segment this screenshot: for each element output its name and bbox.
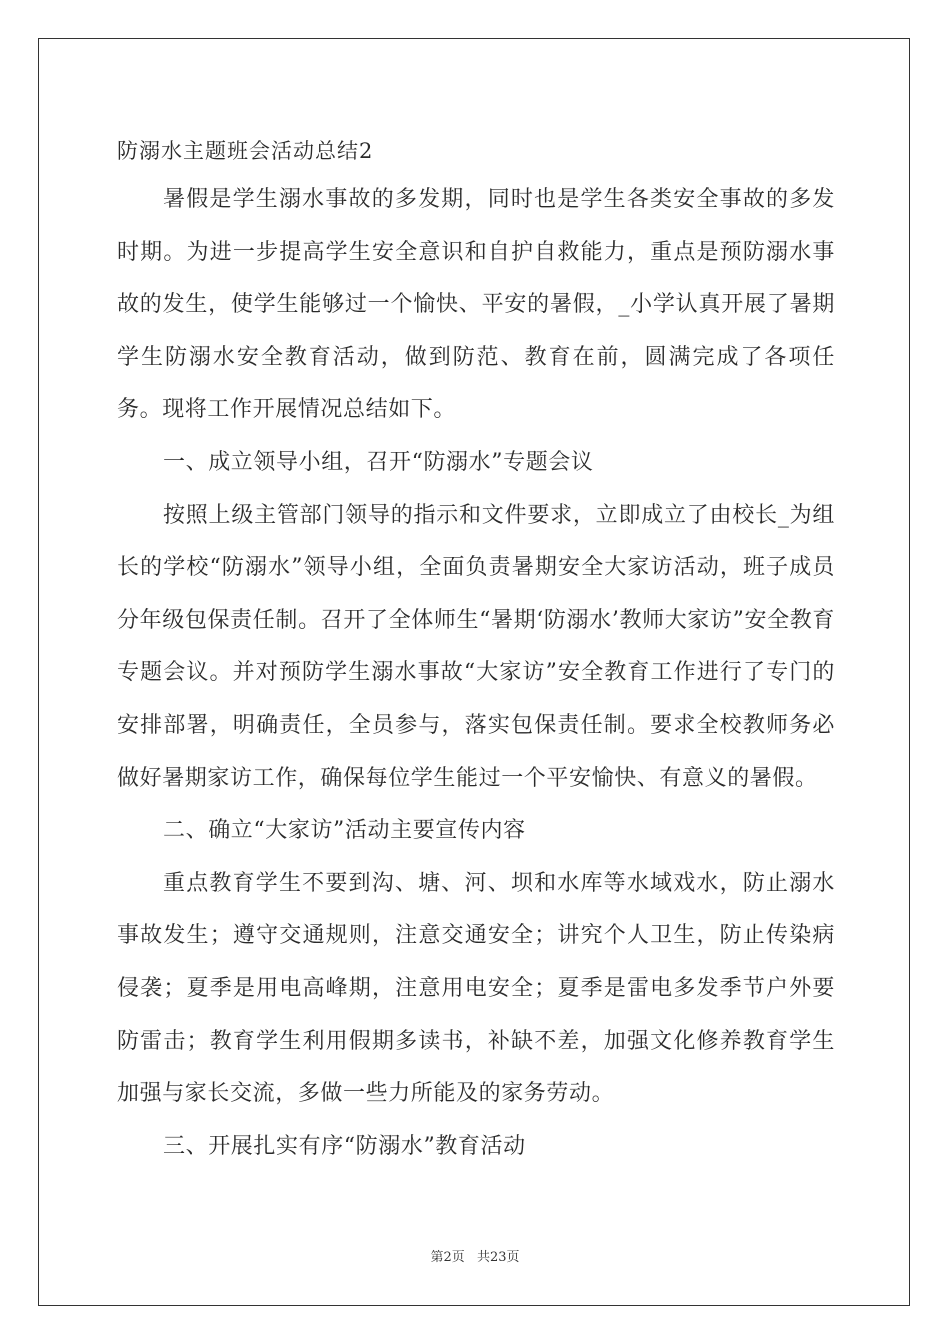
page-number: 第2页 (430, 1250, 465, 1265)
section-heading-3: 三、开展扎实有序“防溺水”教育活动 (163, 1133, 526, 1159)
paragraph-intro: 暑假是学生溺水事故的多发期，同时也是学生各类安全事故的多发时期。为进一步提高学生安全意识和自护自救能力，重点是预防溺水事故的发生，使学生能够过一个愉快、平安的暑假，_小学认真开展了暑期学生防溺水安全教育活动，做到防范、教育在前，圆满完成了各项任务。现将工作开展情况总结如下。 (117, 187, 835, 423)
document-body (117, 128, 835, 1173)
section-heading-1: 一、成立领导小组，召开“防溺水”专题会议 (163, 449, 594, 475)
section-heading-2: 二、确立“大家访”活动主要宣传内容 (163, 818, 526, 844)
paragraph-section-2: 重点教育学生不要到沟、塘、河、坝和水库等水域戏水，防止溺水事故发生；遵守交通规则，注意交通安全；讲究个人卫生，防止传染病侵袭；夏季是用电高峰期，注意用电安全；夏季是雷电多发季节户外要防雷击；教育学生利用假期多读书，补缺不差，加强文化修养教育学生加强与家长交流，多做一些力所能及的家务劳动。 (117, 870, 835, 1107)
page-total: 共23页 (476, 1250, 520, 1265)
page-footer (0, 1246, 950, 1265)
document-title: 防溺水主题班会活动总结2 (117, 139, 374, 163)
paragraph-section-1: 按照上级主管部门领导的指示和文件要求，立即成立了由校长_为组长的学校“防溺水”领导小组，全面负责暑期安全大家访活动，班子成员分年级包保责任制。召开了全体师生“暑期‘防溺水’教师大家访”安全教育专题会议。并对预防学生溺水事故“大家访”安全教育工作进行了专门的安排部署，明确责任，全员参与，落实包保责任制。要求全校教师务必做好暑期家访工作，确保每位学生能过一个平安愉快、有意义的暑假。 (117, 502, 835, 791)
